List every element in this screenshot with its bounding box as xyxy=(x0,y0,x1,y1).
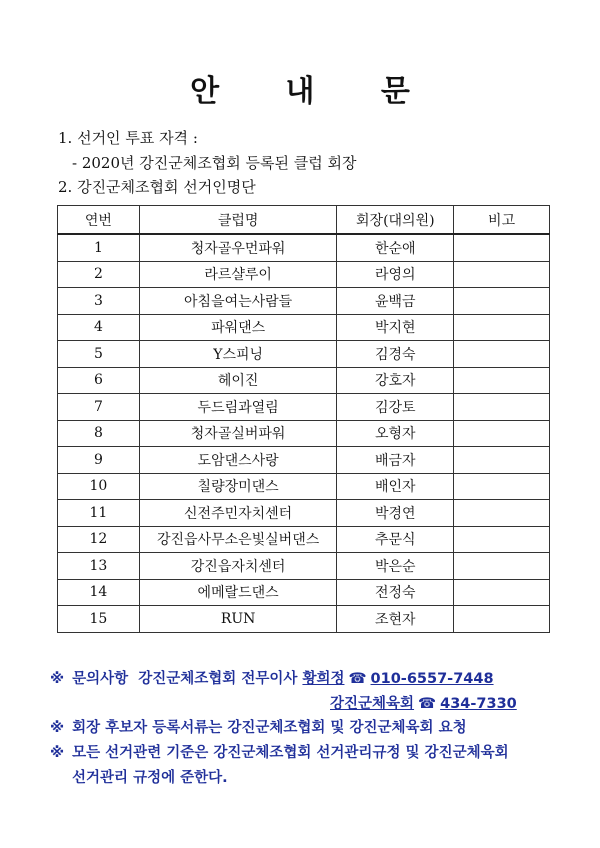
cell-president: 배금자 xyxy=(337,447,454,474)
cell-note xyxy=(454,473,550,500)
phone-icon: ☎ xyxy=(348,671,367,687)
column-header-number: 연번 xyxy=(58,206,140,235)
cell-president: 라영의 xyxy=(337,261,454,288)
table-row xyxy=(58,553,550,580)
cell-note xyxy=(454,341,550,368)
cell-president: 한순애 xyxy=(337,234,454,261)
cell-president: 조현자 xyxy=(337,606,454,633)
voter-qualification-heading: 1. 선거인 투표 자격 : xyxy=(58,129,198,147)
regulation-note-line1: 모든 선거관련 기준은 강진군체조협회 선거관리규정 및 강진군체육회 xyxy=(72,745,509,761)
registration-note-text: 회장 후보자 등록서류는 강진군체조협회 및 강진군체육회 요청 xyxy=(72,720,467,736)
cell-number: 4 xyxy=(58,314,140,341)
cell-number: 7 xyxy=(58,394,140,421)
cell-note xyxy=(454,606,550,633)
table-row xyxy=(58,579,550,606)
cell-president: 추문식 xyxy=(337,526,454,553)
reference-mark-icon: ※ xyxy=(50,671,65,687)
cell-president: 박경연 xyxy=(337,500,454,527)
cell-president: 박지현 xyxy=(337,314,454,341)
table-row xyxy=(58,261,550,288)
cell-note xyxy=(454,367,550,394)
cell-club-name: 파워댄스 xyxy=(139,314,337,341)
table-row xyxy=(58,288,550,315)
table-row xyxy=(58,394,550,421)
column-header-president: 회장(대의원) xyxy=(337,206,454,235)
cell-president: 윤백금 xyxy=(337,288,454,315)
cell-number: 1 xyxy=(58,234,140,261)
cell-note xyxy=(454,526,550,553)
inquiry-contact-name: 황희정 xyxy=(302,671,345,687)
cell-number: 13 xyxy=(58,553,140,580)
cell-number: 9 xyxy=(58,447,140,474)
cell-president: 배인자 xyxy=(337,473,454,500)
table-row xyxy=(58,314,550,341)
inquiry2-phone[interactable]: 434-7330 xyxy=(440,696,517,712)
cell-note xyxy=(454,261,550,288)
cell-club-name: 칠량장미댄스 xyxy=(139,473,337,500)
cell-note xyxy=(454,447,550,474)
cell-number: 11 xyxy=(58,500,140,527)
cell-club-name: 두드림과열림 xyxy=(139,394,337,421)
regulation-note-line2: 선거관리 규정에 준한다. xyxy=(72,770,228,786)
cell-number: 10 xyxy=(58,473,140,500)
reference-mark-icon: ※ xyxy=(50,720,65,736)
cell-president: 오형자 xyxy=(337,420,454,447)
cell-club-name: 강진읍자치센터 xyxy=(139,553,337,580)
cell-note xyxy=(454,314,550,341)
column-header-note: 비고 xyxy=(454,206,550,235)
cell-club-name: RUN xyxy=(139,606,337,633)
table-row xyxy=(58,420,550,447)
registration-note xyxy=(50,716,467,737)
voter-qualification-detail: - 2020년 강진군체조협회 등록된 클럽 회장 xyxy=(72,154,357,172)
table-header-row xyxy=(58,206,550,235)
cell-club-name: 헤이진 xyxy=(139,367,337,394)
cell-note xyxy=(454,234,550,261)
cell-president: 강호자 xyxy=(337,367,454,394)
cell-club-name: 청자골우먼파워 xyxy=(139,234,337,261)
table-row xyxy=(58,500,550,527)
cell-note xyxy=(454,394,550,421)
inquiry2-org: 강진군체육회 xyxy=(330,696,415,712)
table-row xyxy=(58,341,550,368)
cell-club-name: 아침을여는사람들 xyxy=(139,288,337,315)
phone-icon: ☎ xyxy=(418,696,437,712)
table-row xyxy=(58,367,550,394)
inquiry-phone[interactable]: 010-6557-7448 xyxy=(370,671,494,687)
inquiry-org: 강진군체조협회 전무이사 xyxy=(138,671,298,687)
cell-club-name: Y스피닝 xyxy=(139,341,337,368)
cell-number: 2 xyxy=(58,261,140,288)
table-row xyxy=(58,606,550,633)
cell-president: 김강토 xyxy=(337,394,454,421)
inquiry-note-secondary xyxy=(330,692,517,713)
cell-number: 8 xyxy=(58,420,140,447)
cell-president: 박은순 xyxy=(337,553,454,580)
cell-number: 14 xyxy=(58,579,140,606)
cell-number: 12 xyxy=(58,526,140,553)
table-row xyxy=(58,234,550,261)
cell-number: 5 xyxy=(58,341,140,368)
reference-mark-icon: ※ xyxy=(50,745,65,761)
inquiry-label: 문의사항 xyxy=(72,671,129,687)
table-row xyxy=(58,526,550,553)
cell-note xyxy=(454,500,550,527)
voter-list-heading: 2. 강진군체조협회 선거인명단 xyxy=(58,178,256,196)
inquiry-note xyxy=(50,667,494,688)
cell-note xyxy=(454,288,550,315)
page-title: 안 내 문 xyxy=(190,74,438,109)
cell-number: 15 xyxy=(58,606,140,633)
cell-club-name: 에메랄드댄스 xyxy=(139,579,337,606)
cell-note xyxy=(454,579,550,606)
cell-number: 6 xyxy=(58,367,140,394)
cell-club-name: 라르샬루이 xyxy=(139,261,337,288)
table-row xyxy=(58,447,550,474)
voter-list-table xyxy=(57,205,550,633)
cell-club-name: 도암댄스사랑 xyxy=(139,447,337,474)
cell-note xyxy=(454,420,550,447)
regulation-note-continued xyxy=(72,766,228,787)
table-row xyxy=(58,473,550,500)
cell-president: 전정숙 xyxy=(337,579,454,606)
regulation-note xyxy=(50,741,509,762)
cell-club-name: 청자골실버파워 xyxy=(139,420,337,447)
cell-club-name: 강진읍사무소은빛실버댄스 xyxy=(139,526,337,553)
cell-note xyxy=(454,553,550,580)
column-header-club: 클럽명 xyxy=(139,206,337,235)
cell-number: 3 xyxy=(58,288,140,315)
cell-president: 김경숙 xyxy=(337,341,454,368)
cell-club-name: 신전주민자치센터 xyxy=(139,500,337,527)
